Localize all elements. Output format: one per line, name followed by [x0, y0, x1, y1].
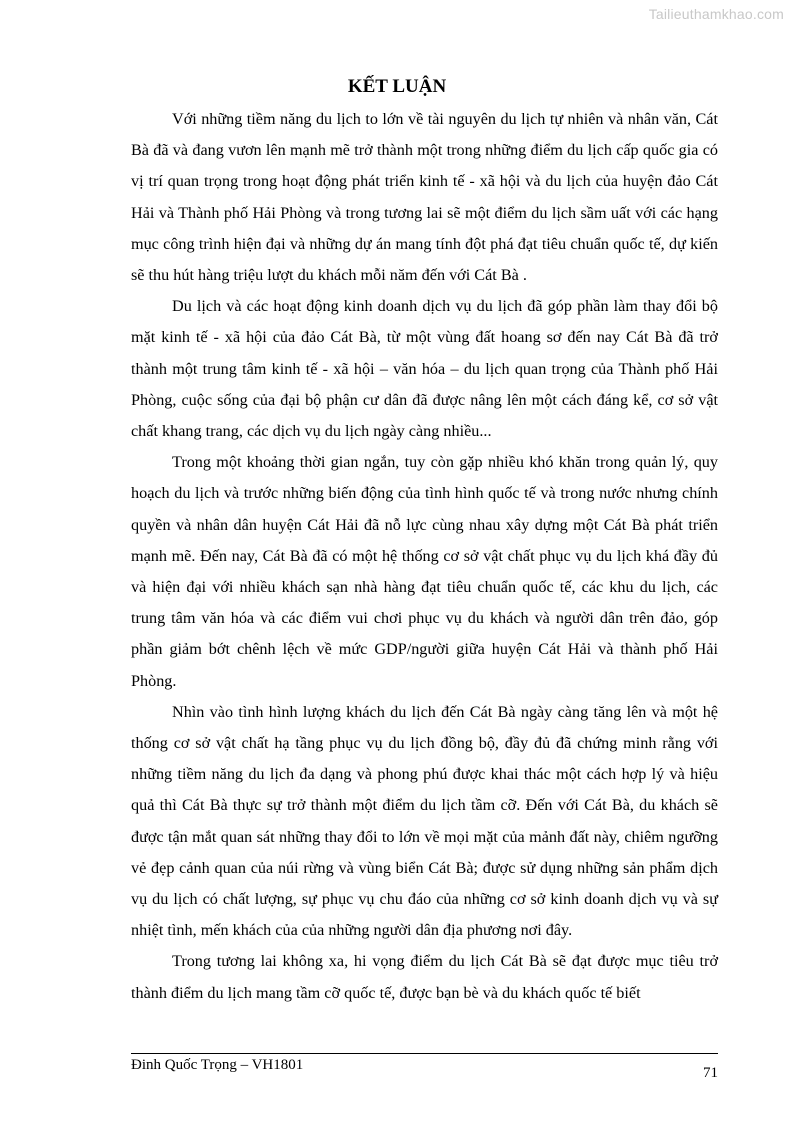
watermark: Tailieuthamkhao.com	[648, 6, 784, 22]
paragraph-4: Nhìn vào tình hình lượng khách du lịch đến Cát Bà ngày càng tăng lên và một hệ thống cơ sở vật chất hạ tầng phục vụ du lịch đồng bộ, đầy đủ đã chứng minh rằng với những tiềm năng du lịch đa dạng và phong phú được khai thác một cách hợp lý và hiệu quả thì Cát Bà thực sự trở thành một điểm du lịch tầm cỡ. Đến với Cát Bà, du khách sẽ được tận mắt quan sát những thay đổi to lớn về mọi mặt của mảnh đất này, chiêm ngưỡng vẻ đẹp cảnh quan của núi rừng và vùng biển Cát Bà; được sử dụng những sản phẩm dịch vụ du lịch có chất lượng, sự phục vụ chu đáo của những cơ sở kinh doanh dịch vụ và sự nhiệt tình, mến khách của của những người dân địa phương nơi đây.	[131, 702, 718, 940]
footer-divider	[131, 1053, 718, 1054]
paragraph-5: Trong tương lai không xa, hi vọng điểm du lịch Cát Bà sẽ đạt được mục tiêu trở thành điểm du lịch mang tầm cỡ quốc tế, được bạn bè và du khách quốc tế biết	[131, 952, 718, 1002]
paragraph-3: Trong một khoảng thời gian ngắn, tuy còn gặp nhiều khó khăn trong quản lý, quy hoạch du lịch và trước những biến động của tình hình quốc tế và trong nước nhưng chính quyền và nhân dân huyện Cát Hải đã nỗ lực cùng nhau xây dựng một Cát Bà phát triển mạnh mẽ. Đến nay, Cát Bà đã có một hệ thống cơ sở vật chất phục vụ du lịch khá đầy đủ và hiện đại với nhiều khách sạn nhà hàng đạt tiêu chuẩn quốc tế, các khu du lịch, các trung tâm văn hóa và các điểm vui chơi phục vụ du khách và người dân trên đảo, góp phần giảm bớt chênh lệch về mức GDP/người giữa huyện Cát Hải và thành phố Hải Phòng.	[131, 453, 718, 690]
paragraph-2: Du lịch và các hoạt động kinh doanh dịch vụ du lịch đã góp phần làm thay đổi bộ mặt kinh tế - xã hội của đảo Cát Bà, từ một vùng đất hoang sơ đến nay Cát Bà đã trở thành một trung tâm kinh tế - xã hội – văn hóa – du lịch quan trọng của Thành phố Hải Phòng, cuộc sống của đại bộ phận cư dân đã được nâng lên một cách đáng kể, cơ sở vật chất khang trang, các dịch vụ du lịch ngày càng nhiều...	[131, 297, 718, 441]
footer-author: Đinh Quốc Trọng – VH1801	[131, 1057, 304, 1073]
page-title: KẾT LUẬN	[347, 76, 447, 97]
page-number: 71	[703, 1065, 718, 1081]
paragraph-1: Với những tiềm năng du lịch to lớn về tài nguyên du lịch tự nhiên và nhân văn, Cát Bà đã và đang vươn lên mạnh mẽ trở thành một trong những điểm du lịch cấp quốc gia có vị trí quan trọng trong hoạt động phát triển kinh tế - xã hội và du lịch của huyện đảo Cát Hải và Thành phố Hải Phòng và trong tương lai sẽ một điểm du lịch sầm uất với các hạng mục công trình hiện đại và những dự án mang tính đột phá đạt tiêu chuẩn quốc tế, dự kiến sẽ thu hút hàng triệu lượt du khách mỗi năm đến với Cát Bà .	[131, 110, 718, 285]
body-text	[131, 104, 718, 1009]
